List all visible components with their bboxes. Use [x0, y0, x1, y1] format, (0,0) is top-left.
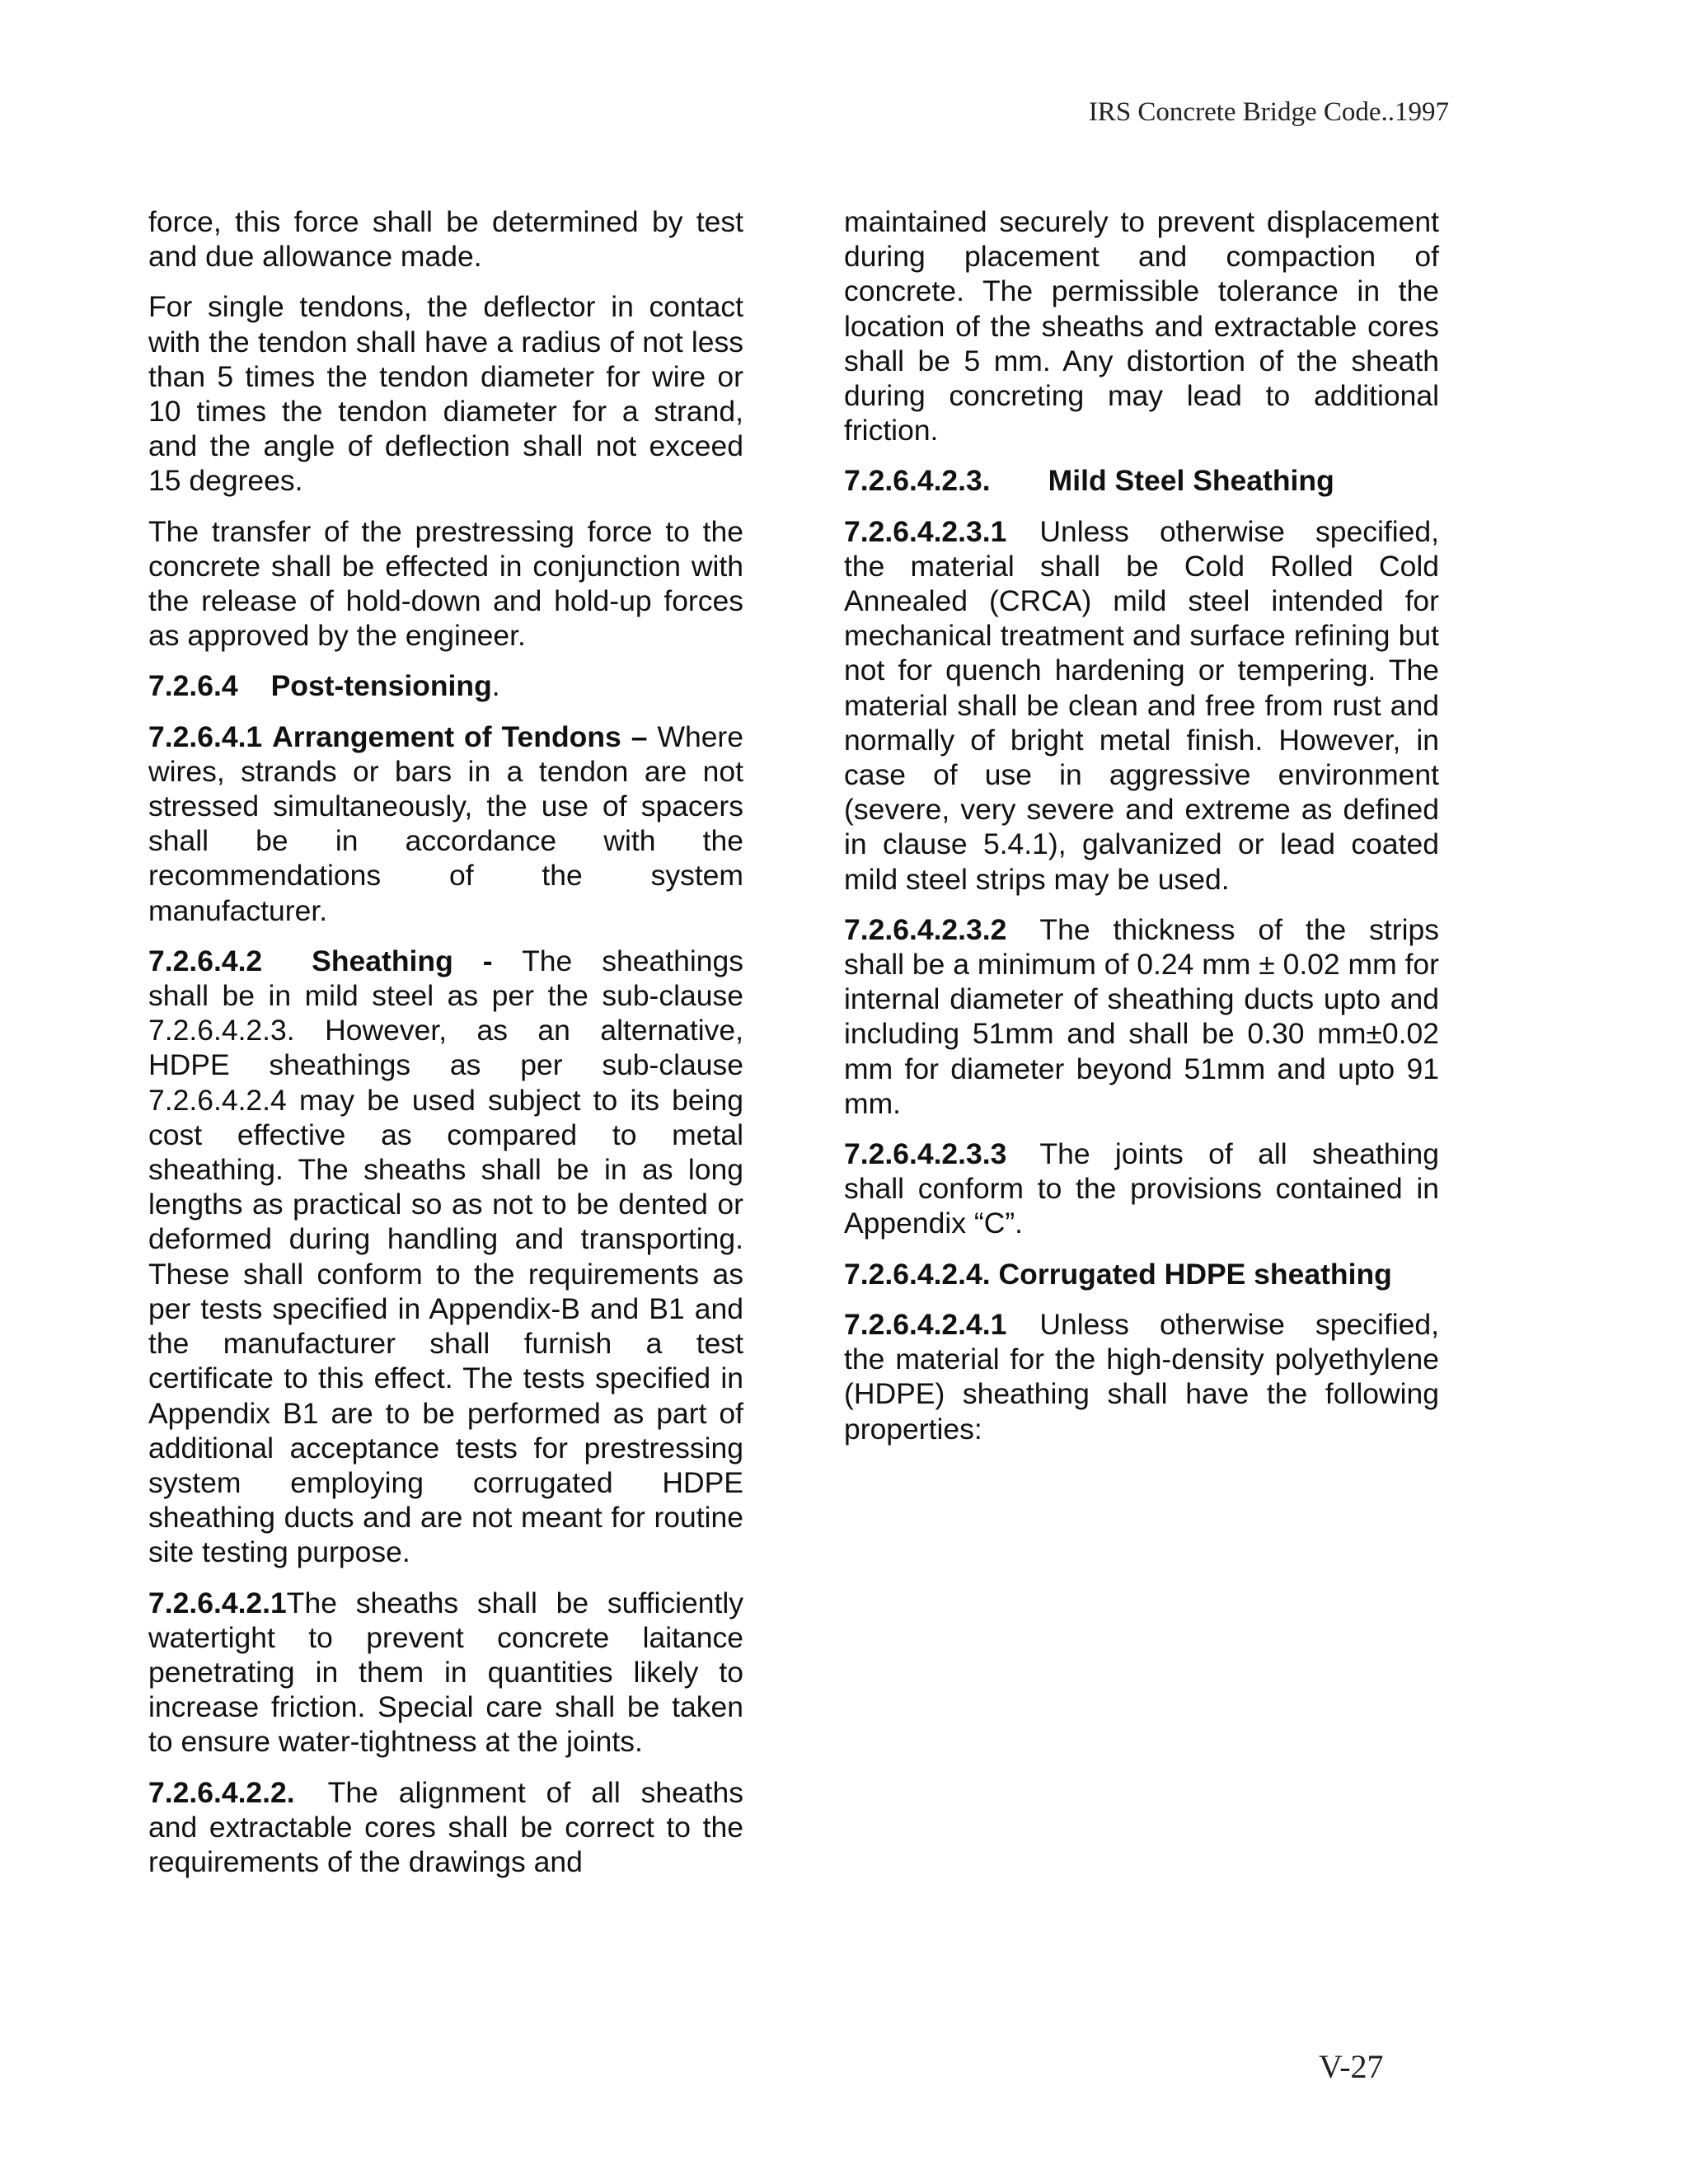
clause-7-2-6-4-2-3-1	[844, 514, 1439, 897]
clause-text: Where wires, strands or bars in a tendon are not stressed simultaneously, the use of spacers shall be in accordance with the recommendations of the system manufacturer.	[148, 719, 743, 927]
clause-text: The sheathings shall be in mild steel as per the sub-clause 7.2.6.4.2.3. However, as an alternative, HDPE sheathings as per sub-clause 7.2.6.4.2.4 may be used subject to its being cost effective as compared to metal sheathing. The sheaths shall be in as long lengths as practical so as not to be dented or deformed during handling and transporting. These shall conform to the requirements as per tests specified in Appendix-B and B1 and the manufacturer shall furnish a test certificate to this effect. The tests specified in Appendix B1 are to be performed as part of additional acceptance tests for prestressing system employing corrugated HDPE sheathing ducts and are not meant for routine site testing purpose.	[148, 944, 743, 1569]
clause-7-2-6-4-2-3-3	[844, 1137, 1439, 1241]
paragraph: force, this force shall be determined by test and due allowance made.	[148, 205, 743, 274]
paragraph: The transfer of the prestressing force to the concrete shall be effected in conjunction with the release of hold-down and hold-up forces as approved by the engineer.	[148, 514, 743, 653]
clause-number: 7.2.6.4	[148, 669, 238, 703]
clause-7-2-6-4-2-1	[148, 1586, 743, 1760]
clause-7-2-6-4	[148, 668, 743, 703]
clause-text: The alignment of all sheaths and extractable cores shall be correct to the requirements of the drawings and	[148, 1775, 743, 1878]
clause-text: The thickness of the strips shall be a minimum of 0.24 mm ± 0.02 mm for internal diameter of sheathing ducts upto and including 51mm and shall be 0.30 mm±0.02 mm for diameter beyond 51mm and upto 91 mm.	[844, 912, 1439, 1120]
clause-number: 7.2.6.4.2.3.3	[844, 1137, 1007, 1171]
clause-7-2-6-4-2-4	[844, 1257, 1439, 1291]
clause-7-2-6-4-2-2	[148, 1775, 743, 1880]
clause-7-2-6-4-2	[148, 944, 743, 1570]
clause-title: Post-tensioning	[270, 669, 492, 703]
clause-text: The joints of all sheathing shall conform to the provisions contained in Appendix “C”.	[844, 1137, 1439, 1240]
clause-number: 7.2.6.4.2.3.1	[844, 514, 1007, 548]
clause-title: 7.2.6.4.2.4. Corrugated HDPE sheathing	[844, 1257, 1392, 1291]
clause-number: 7.2.6.4.2.4.1	[844, 1307, 1007, 1341]
clause-text: Unless otherwise specified, the material shall be Cold Rolled Cold Annealed (CRCA) mild steel intended for mechanical treatment and surface refining but not for quench hardening or tempering. The material shall be clean and free from rust and normally of bright metal finish. However, in case of use in aggressive environment (severe, very severe and extreme as defined in clause 5.4.1), galvanized or lead coated mild steel strips may be used.	[844, 514, 1439, 896]
clause-7-2-6-4-2-3	[844, 463, 1439, 498]
page-number: V-27	[1319, 2048, 1384, 2085]
clause-title: Mild Steel Sheathing	[1048, 464, 1334, 498]
clause-number: 7.2.6.4.2.3.	[844, 464, 991, 498]
clause-number: 7.2.6.4.1	[148, 719, 263, 753]
clause-7-2-6-4-1	[148, 719, 743, 928]
left-column	[148, 204, 743, 1895]
paragraph: For single tendons, the deflector in contact with the tendon shall have a radius of not less than 5 times the tendon diameter for wire or 10 times the tendon diameter for a strand, and the angle of deflection shall not exceed 15 degrees.	[148, 290, 743, 498]
paragraph-continued: maintained securely to prevent displacement during placement and compaction of concrete. The permissible tolerance in the location of the sheaths and extractable cores shall be 5 mm. Any distortion of the sheath during concreting may lead to additional friction.	[844, 205, 1439, 448]
clause-7-2-6-4-2-4-1	[844, 1307, 1439, 1446]
clause-text: Unless otherwise specified, the material for the high-density polyethylene (HDPE) sheathing shall have the following properties:	[844, 1307, 1439, 1446]
clause-text: The sheaths shall be sufficiently watertight to prevent concrete laitance penetrating in them in quantities likely to increase friction. Special care shall be taken to ensure water-tightness at the joints.	[148, 1586, 743, 1759]
running-header: IRS Concrete Bridge Code..1997	[1088, 97, 1449, 127]
clause-number: 7.2.6.4.2.1	[148, 1586, 287, 1619]
clause-number: 7.2.6.4.2	[148, 944, 263, 977]
clause-punct: .	[491, 669, 500, 703]
right-column	[844, 204, 1439, 1462]
clause-7-2-6-4-2-3-2	[844, 912, 1439, 1121]
clause-number: 7.2.6.4.2.3.2	[844, 912, 1007, 946]
clause-number: 7.2.6.4.2.2.	[148, 1775, 295, 1809]
clause-title: Arrangement of Tendons –	[272, 719, 648, 753]
clause-title: Sheathing -	[312, 944, 493, 977]
